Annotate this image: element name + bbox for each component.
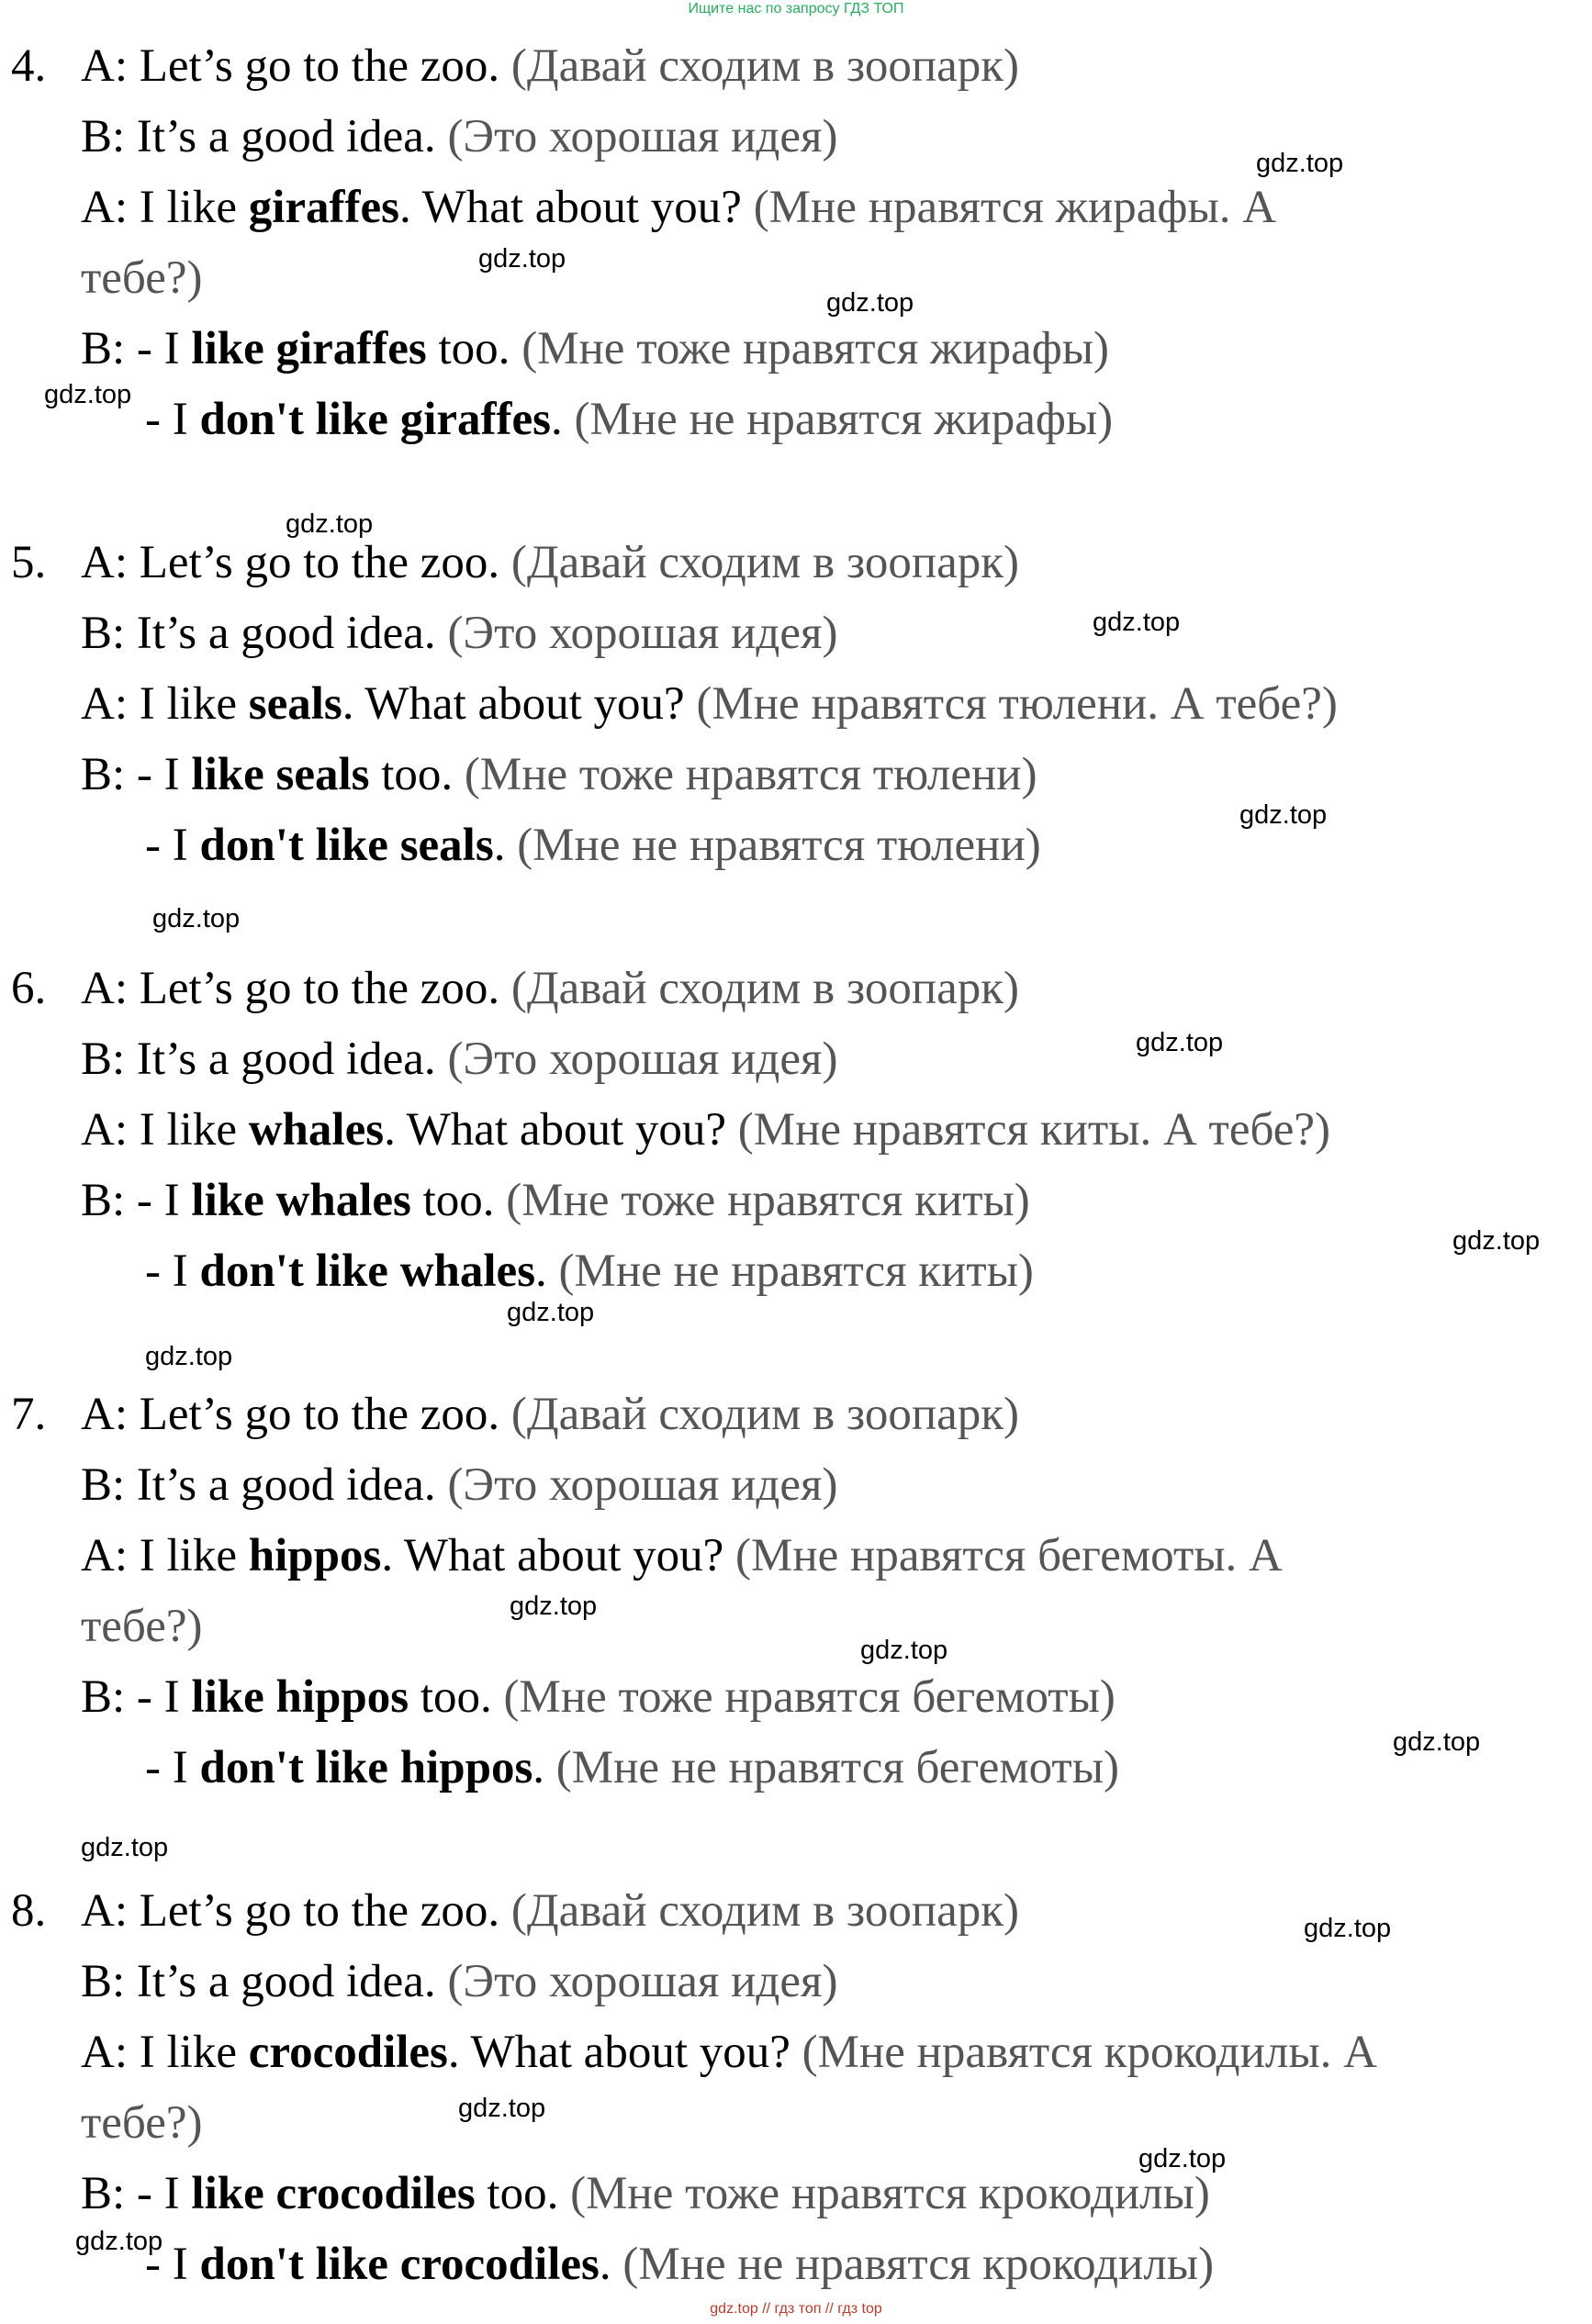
russian-translation: (Давай сходим в зоопарк) (510, 40, 1020, 92)
english-text: A: Let’s go to the zoo. (81, 537, 500, 588)
russian-translation: (Давай сходим в зоопарк) (510, 1389, 1020, 1440)
russian-translation: (Мне тоже нравятся крокодилы) (570, 2168, 1210, 2219)
watermark: gdz.top (145, 1342, 233, 1371)
dialogue-6-line-a2 (81, 1102, 1330, 1157)
watermark: gdz.top (152, 904, 241, 933)
english-text: B: It’s a good idea. (81, 111, 436, 162)
russian-translation: (Мне тоже нравятся тюлени) (464, 749, 1037, 800)
watermark: gdz.top (1256, 149, 1344, 178)
english-text: . (599, 2239, 611, 2290)
dialogue-7-line-b3 (145, 1740, 1119, 1795)
dialogue-4-line-b1 (81, 109, 837, 164)
dialogue-6-line-b2 (81, 1173, 1030, 1228)
dialogue-7-line-b1 (81, 1458, 837, 1513)
english-text: A: I like (81, 182, 249, 233)
english-text: B: It’s a good idea. (81, 1459, 436, 1511)
bold-phrase: like crocodiles (191, 2168, 476, 2219)
animal-name: crocodiles (248, 2027, 448, 2078)
watermark: gdz.top (1136, 1028, 1224, 1057)
animal-name: seals (248, 678, 342, 730)
english-text: B: It’s a good idea. (81, 1956, 436, 2007)
dialogue-6-line-b3 (145, 1244, 1034, 1299)
russian-translation: (Мне не нравятся киты) (558, 1246, 1034, 1297)
watermark: gdz.top (75, 2227, 163, 2256)
english-text: too. (475, 2168, 559, 2219)
english-text: B: It’s a good idea. (81, 1034, 436, 1085)
russian-translation: (Мне не нравятся бегемоты) (555, 1742, 1119, 1793)
english-text: too. (369, 749, 454, 800)
english-text: too. (410, 1175, 495, 1226)
russian-translation: (Давай сходим в зоопарк) (510, 537, 1020, 588)
english-text: B: - I (81, 749, 192, 800)
english-text: . (493, 820, 506, 871)
english-text: A: I like (81, 1530, 249, 1581)
english-text: too. (409, 1671, 492, 1723)
english-text: . (550, 394, 563, 445)
bold-phrase: don't like crocodiles (199, 2239, 600, 2290)
dialogue-4-line-a2 (81, 180, 1276, 235)
russian-translation: (Давай сходим в зоопарк) (510, 963, 1020, 1014)
watermark: gdz.top (458, 2094, 546, 2123)
russian-translation: (Это хорошая идея) (447, 1034, 838, 1085)
english-text: B: - I (81, 1671, 192, 1723)
dialogue-4-line-b2 (81, 321, 1109, 376)
watermark: gdz.top (1393, 1727, 1481, 1757)
dialogue-number: 6. (11, 963, 47, 1014)
watermark: gdz.top (1239, 800, 1328, 830)
watermark: gdz.top (44, 380, 132, 409)
dialogue-8-line-b2 (81, 2166, 1210, 2221)
russian-translation: (Давай сходим в зоопарк) (510, 1885, 1020, 1937)
animal-name: giraffes (248, 182, 399, 233)
english-text: A: I like (81, 678, 249, 730)
dialogue-5-line-b2 (81, 747, 1037, 802)
english-text: A: Let’s go to the zoo. (81, 40, 500, 92)
bold-phrase: like giraffes (191, 323, 427, 374)
english-text: A: Let’s go to the zoo. (81, 1885, 500, 1937)
watermark: gdz.top (826, 288, 914, 318)
watermark: gdz.top (286, 509, 374, 539)
english-text: . What about you? (398, 182, 742, 233)
dialogue-8-line-b3 (145, 2237, 1214, 2292)
animal-name: whales (248, 1104, 385, 1156)
english-text: . What about you? (381, 1530, 724, 1581)
english-text: . What about you? (447, 2027, 790, 2078)
bottom-banner: gdz.top // гдз топ // гдз top (710, 2301, 882, 2317)
russian-translation: (Мне нравятся крокодилы. А (802, 2027, 1377, 2078)
dialogue-number: 5. (11, 537, 47, 588)
dialogue-7-line-b2 (81, 1670, 1116, 1725)
english-text: - I (145, 2239, 200, 2290)
dialogue-5-line-b3 (145, 818, 1041, 873)
english-text: . What about you? (384, 1104, 727, 1156)
dialogue-4-line-b3 (145, 392, 1113, 447)
dialogue-number: 8. (11, 1885, 47, 1937)
russian-translation: (Мне не нравятся тюлени) (517, 820, 1041, 871)
dialogue-8-line-b1 (81, 1954, 837, 2009)
english-text: - I (145, 394, 200, 445)
english-text: A: Let’s go to the zoo. (81, 963, 500, 1014)
english-text: too. (426, 323, 510, 374)
watermark: gdz.top (81, 1833, 169, 1862)
dialogue-8-line-a2 (81, 2025, 1377, 2080)
russian-translation: (Мне тоже нравятся бегемоты) (503, 1671, 1116, 1723)
russian-translation: (Это хорошая идея) (447, 111, 838, 162)
bold-phrase: like seals (191, 749, 370, 800)
dialogue-number: 4. (11, 40, 47, 92)
english-text: - I (145, 1246, 200, 1297)
english-text: - I (145, 1742, 200, 1793)
dialogue-7-line-a2-cont: тебе?) (81, 1601, 203, 1652)
bold-phrase: don't like whales (199, 1246, 536, 1297)
top-banner: Ищите нас по запросу ГДЗ ТОП (688, 1, 904, 17)
dialogue-number: 7. (11, 1389, 47, 1440)
russian-translation: (Мне нравятся тюлени. А тебе?) (696, 678, 1338, 730)
watermark: gdz.top (478, 244, 566, 274)
russian-translation: (Мне тоже нравятся жирафы) (521, 323, 1110, 374)
english-text: . (535, 1246, 547, 1297)
english-text: B: - I (81, 323, 192, 374)
bold-phrase: don't like hippos (199, 1742, 533, 1793)
watermark: gdz.top (507, 1298, 595, 1327)
dialogue-5-line-b1 (81, 606, 837, 661)
watermark: gdz.top (860, 1636, 948, 1665)
animal-name: hippos (248, 1530, 382, 1581)
russian-translation: (Это хорошая идея) (447, 1459, 838, 1511)
dialogue-7-line-a2 (81, 1528, 1283, 1583)
watermark: gdz.top (1093, 608, 1181, 637)
russian-translation: (Это хорошая идея) (447, 608, 838, 659)
bold-phrase: don't like giraffes (199, 394, 551, 445)
bold-phrase: like whales (191, 1175, 411, 1226)
watermark: gdz.top (510, 1592, 598, 1621)
russian-translation: (Это хорошая идея) (447, 1956, 838, 2007)
watermark: gdz.top (1452, 1226, 1541, 1256)
english-text: B: - I (81, 1175, 192, 1226)
english-text: B: - I (81, 2168, 192, 2219)
watermark: gdz.top (1304, 1914, 1392, 1943)
dialogue-6-line-b1 (81, 1032, 837, 1087)
english-text: B: It’s a good idea. (81, 608, 436, 659)
russian-translation: (Мне нравятся бегемоты. А (735, 1530, 1283, 1581)
english-text: - I (145, 820, 200, 871)
russian-translation: (Мне нравятся киты. А тебе?) (737, 1104, 1331, 1156)
english-text: A: I like (81, 1104, 249, 1156)
english-text: A: I like (81, 2027, 249, 2078)
bold-phrase: like hippos (191, 1671, 409, 1723)
dialogue-4-line-a2-cont: тебе?) (81, 252, 203, 304)
dialogue-5-line-a2 (81, 676, 1338, 732)
russian-translation: (Мне не нравятся крокодилы) (622, 2239, 1215, 2290)
russian-translation: (Мне не нравятся жирафы) (574, 394, 1114, 445)
english-text: . What about you? (342, 678, 685, 730)
russian-translation: (Мне нравятся жирафы. А (753, 182, 1277, 233)
russian-translation: (Мне тоже нравятся киты) (506, 1175, 1030, 1226)
dialogue-8-line-a2-cont: тебе?) (81, 2097, 203, 2149)
english-text: A: Let’s go to the zoo. (81, 1389, 500, 1440)
bold-phrase: don't like seals (199, 820, 494, 871)
watermark: gdz.top (1138, 2144, 1227, 2173)
english-text: . (533, 1742, 545, 1793)
